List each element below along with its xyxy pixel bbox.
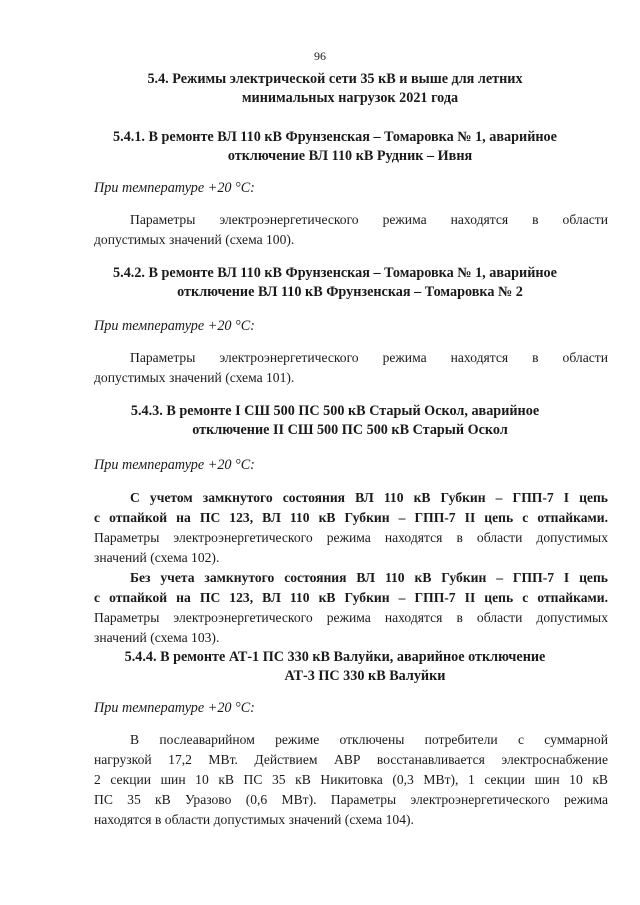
section-heading — [80, 70, 590, 108]
paragraph-543b-line2: с отпайкой на ПС 123, ВЛ 110 кВ Губкин – ГПП-7 II цепь с отпайками. — [94, 590, 608, 605]
paragraph-541-line1: Параметры электроэнергетического режима находятся в области — [130, 212, 608, 227]
subsection-heading-543-line2: отключение II СШ 500 ПС 500 кВ Старый Оскол — [192, 422, 508, 438]
subsection-heading-544 — [80, 648, 590, 686]
paragraph-544-line2: нагрузкой 17,2 МВт. Действием АВР восстанавливается электроснабжение — [94, 752, 608, 767]
paragraph-542-line2: допустимых значений (схема 101). — [94, 370, 295, 385]
paragraph-543a-line4: значений (схема 102). — [94, 550, 220, 565]
subsection-heading-544-line2: АТ-3 ПС 330 кВ Валуйки — [284, 668, 446, 684]
paragraph-543-with-closed — [94, 488, 608, 568]
paragraph-544 — [94, 730, 608, 830]
paragraph-544-line5: находятся в области допустимых значений (схема 104). — [94, 812, 414, 827]
paragraph-543a-line2: с отпайкой на ПС 123, ВЛ 110 кВ Губкин – ГПП-7 II цепь с отпайками. — [94, 510, 608, 525]
paragraph-543b-line4: значений (схема 103). — [94, 630, 220, 645]
subsection-heading-544-line1: 5.4.4. В ремонте АТ-1 ПС 330 кВ Валуйки, аварийное отключение — [124, 649, 546, 665]
section-heading-line2: минимальных нагрузок 2021 года — [241, 90, 459, 106]
paragraph-542-line1: Параметры электроэнергетического режима находятся в области — [130, 350, 608, 365]
temperature-label-542: При температуре +20 °С: — [94, 318, 255, 334]
temperature-label-544: При температуре +20 °С: — [94, 700, 255, 716]
subsection-heading-542-line1: 5.4.2. В ремонте ВЛ 110 кВ Фрунзенская – Томаровка № 1, аварийное — [113, 265, 557, 281]
subsection-heading-541-line2: отключение ВЛ 110 кВ Рудник – Ивня — [227, 148, 473, 164]
paragraph-543b-line1: Без учета замкнутого состояния ВЛ 110 кВ Губкин – ГПП-7 I цепь — [130, 570, 608, 585]
subsection-heading-542 — [80, 264, 590, 302]
temperature-label-543: При температуре +20 °С: — [94, 457, 255, 473]
paragraph-542 — [94, 348, 608, 388]
subsection-heading-543-line1: 5.4.3. В ремонте I СШ 500 ПС 500 кВ Старый Оскол, аварийное — [130, 403, 540, 419]
page-number: 96 — [314, 49, 326, 63]
paragraph-541 — [94, 210, 608, 250]
subsection-heading-543 — [80, 402, 590, 440]
section-heading-line1: 5.4. Режимы электрической сети 35 кВ и выше для летних — [147, 71, 523, 87]
paragraph-543a-line3: Параметры электроэнергетического режима находятся в области допустимых — [94, 530, 608, 545]
subsection-heading-541-line1: 5.4.1. В ремонте ВЛ 110 кВ Фрунзенская – Томаровка № 1, аварийное — [113, 129, 557, 145]
paragraph-543a-line1: С учетом замкнутого состояния ВЛ 110 кВ Губкин – ГПП-7 I цепь — [130, 490, 608, 505]
paragraph-544-line4: ПС 35 кВ Уразово (0,6 МВт). Параметры электроэнергетического режима — [94, 792, 608, 807]
paragraph-543-without-closed — [94, 568, 608, 648]
paragraph-544-line1: В послеаварийном режиме отключены потребители с суммарной — [130, 732, 608, 747]
subsection-heading-541 — [80, 128, 590, 166]
paragraph-541-line2: допустимых значений (схема 100). — [94, 232, 295, 247]
temperature-label-541: При температуре +20 °С: — [94, 180, 255, 196]
paragraph-544-line3: 2 секции шин 10 кВ ПС 35 кВ Никитовка (0,3 МВт), 1 секции шин 10 кВ — [94, 772, 608, 787]
paragraph-543b-line3: Параметры электроэнергетического режима находятся в области допустимых — [94, 610, 608, 625]
subsection-heading-542-line2: отключение ВЛ 110 кВ Фрунзенская – Томаровка № 2 — [177, 284, 523, 300]
